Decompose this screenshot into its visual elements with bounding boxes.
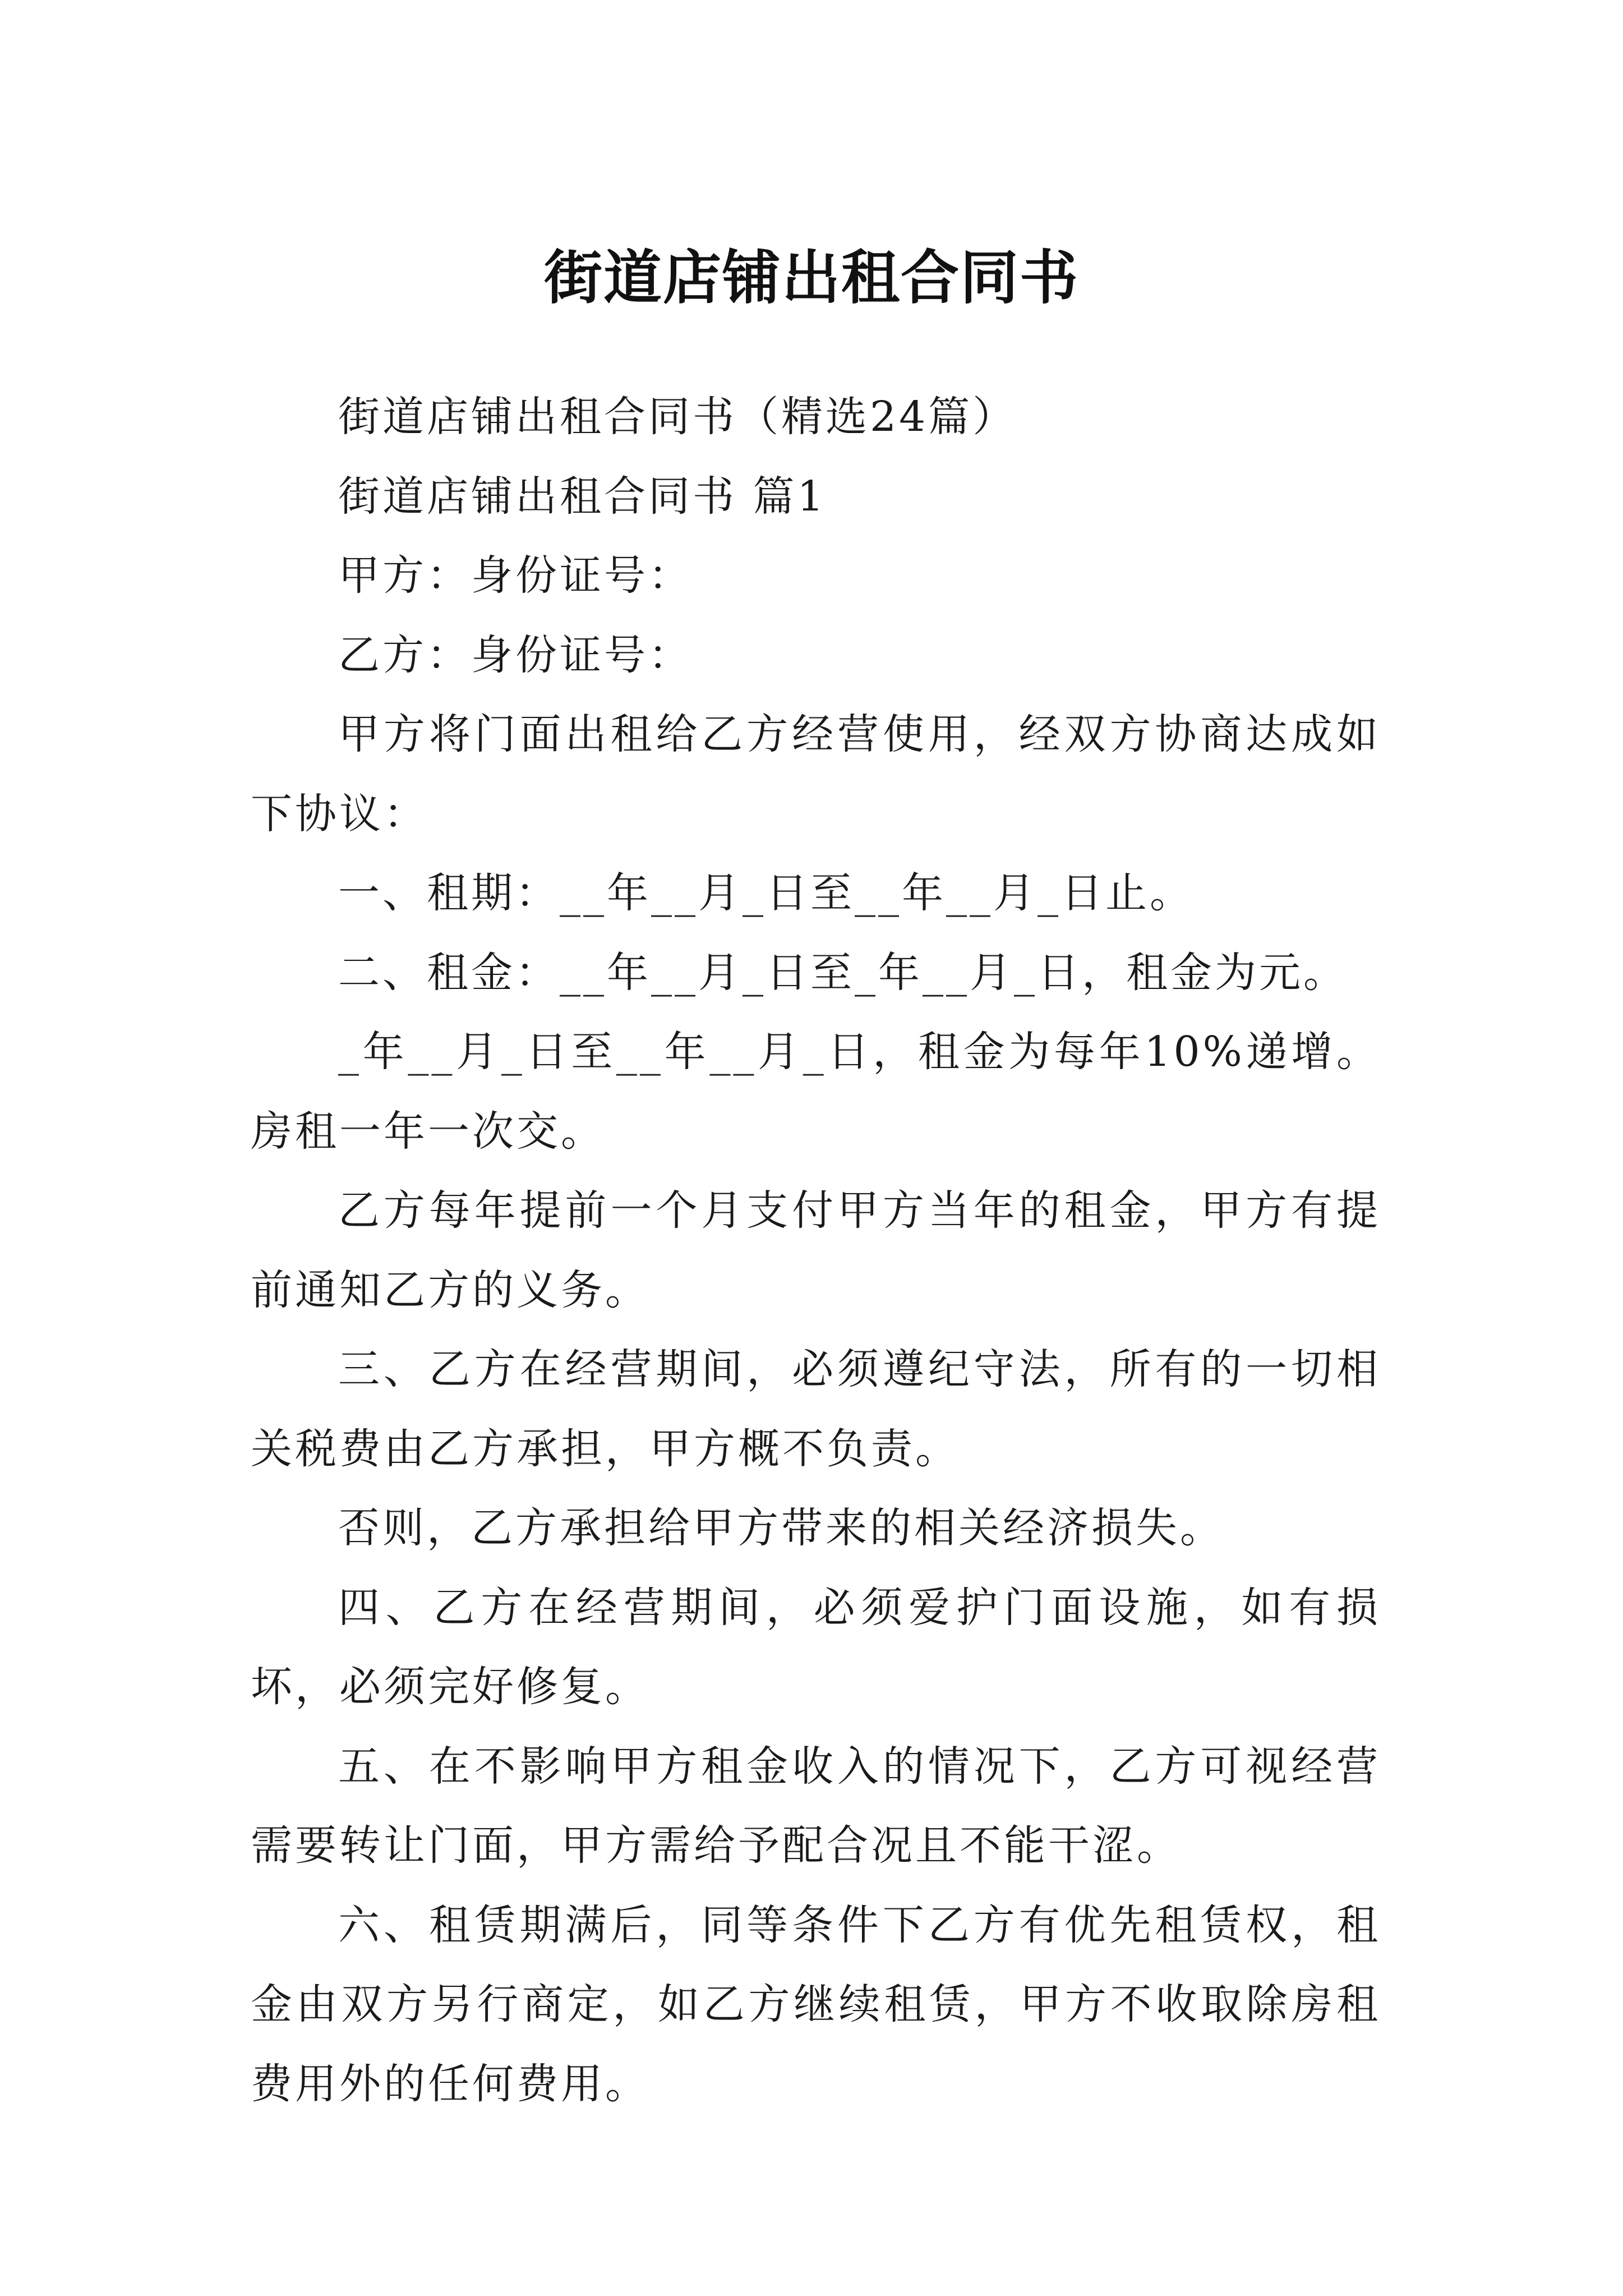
document-body (251, 378, 1381, 2124)
paragraph-agreement-intro: 甲方将门面出租给乙方经营使用，经双方协商达成如下协议： (251, 710, 1381, 838)
paragraph-losses: 否则，乙方承担给甲方带来的相关经济损失。 (338, 1504, 1224, 1552)
document-title: 街道店铺出租合同书 (543, 242, 1079, 312)
paragraph-clause-4-facilities: 四、乙方在经营期间，必须爱护门面设施，如有损坏，必须完好修复。 (251, 1583, 1381, 1711)
paragraph-clause-3-law: 三、乙方在经营期间，必须遵纪守法，所有的一切相关税费由乙方承担，甲方概不负责。 (251, 1345, 1381, 1473)
paragraph-clause-5-transfer: 五、在不影响甲方租金收入的情况下，乙方可视经营需要转让门面，甲方需给予配合况且不能干涩。 (251, 1742, 1381, 1870)
paragraph-rent-increase: _年__月_日至__年__月_日，租金为每年10%递增。房租一年一次交。 (251, 1028, 1381, 1156)
paragraph-party-a: 甲方：身份证号： (338, 551, 693, 600)
paragraph-clause-6-renewal: 六、租赁期满后，同等条件下乙方有优先租赁权，租金由双方另行商定，如乙方继续租赁，甲方不收取除房租费用外的任何费用。 (251, 1901, 1381, 2108)
paragraph-party-b: 乙方：身份证号： (338, 631, 693, 679)
paragraph-rent-payment: 乙方每年提前一个月支付甲方当年的租金，甲方有提前通知乙方的义务。 (251, 1186, 1381, 1314)
paragraph-clause-2-rent: 二、租金：__年__月_日至_年__月_日，租金为元。 (338, 948, 1348, 997)
paragraph-section-heading: 街道店铺出租合同书 篇1 (338, 472, 827, 521)
paragraph-clause-1-term: 一、租期：__年__月_日至__年__月_日止。 (338, 869, 1194, 917)
paragraph-collection-title: 街道店铺出租合同书（精选24篇） (338, 393, 1017, 441)
